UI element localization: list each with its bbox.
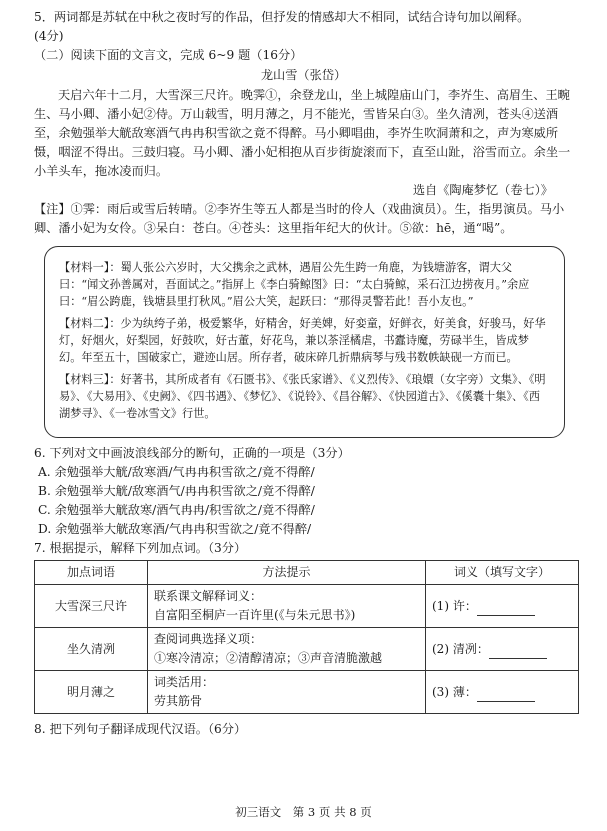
answer-cell[interactable]: (2) 清冽： (426, 628, 579, 671)
question-6-option-a[interactable]: A. 余勉强举大觥/敌寒酒/气冉冉积雪欲之/竟不得醉/ (38, 465, 315, 479)
answer-blank (477, 603, 535, 616)
word-cell: 明月薄之 (35, 671, 148, 714)
question-6-option-b[interactable]: B. 余勉强举大觥/敌寒酒气/冉冉积雪欲之/竟不得醉/ (38, 484, 315, 498)
hint-cell: 词类活用： 劳其筋骨 (148, 671, 426, 714)
table-header-meaning: 词义（填写文字） (426, 561, 579, 585)
table-header-hint: 方法提示 (148, 561, 426, 585)
table-row (35, 628, 579, 671)
passage-notes: 【注】①霁：雨后或雪后转晴。②李岕生等五人都是当时的伶人（戏曲演员）。生，指男演员。马小卿、潘小妃为女伶。③呆白：苍白。④苍头：这里指年纪大的伙计。⑤欲：hē，通“喝”。 (34, 202, 565, 235)
question-6-stem: 6. 下列对文中画波浪线部分的断句，正确的一项是（3分） (34, 446, 350, 460)
word-cell: 大雪深三尺许 (35, 585, 148, 628)
question-7-stem: 7. 根据提示，解释下列加点词。（3分） (34, 541, 247, 555)
word-cell: 坐久清冽 (35, 628, 148, 671)
material-2: 【材料二】：少为纨绔子弟，极爱繁华，好精舍，好美婢，好娈童，好鲜衣，好美食，好骏马，好华灯，好烟火，好梨园，好鼓吹，好古董，好花鸟，兼以茶淫橘虐，书蠹诗魔，劳碌半生，皆成梦幻。年至五十，国破家亡，避迹山居。所存者，破床碎几折鼎病琴与残书数帙缺砚一方而已。 (59, 317, 546, 364)
question-5: 5．两词都是苏轼在中秋之夜时写的作品，但抒发的情感却大不相同，试结合诗句加以阐释。 (34, 10, 530, 24)
passage-title: 龙山雪（张岱） (260, 68, 347, 82)
section-2-heading: （二）阅读下面的文言文，完成 6~9 题（16分） (34, 48, 303, 62)
passage-source: 选自《陶庵梦忆（卷七）》 (412, 183, 553, 197)
page-footer: 初三语文 第 3 页 共 8 页 (235, 805, 372, 819)
material-3: 【材料三】：好著书，其所成者有《石匮书》、《张氏家谱》、《义烈传》、《琅嬛（女字旁）文集》、《明易》、《大易用》、《史阙》、《四书遇》、《梦忆》、《说铃》、《昌谷解》、《快园道古》、《傒囊十集》、《西湖梦寻》、《一卷冰雪文》行世。 (59, 373, 546, 420)
passage-body: 天启六年十二月，大雪深三尺许。晚霁①，余登龙山，坐上城隍庙山门，李岕生、高眉生、王畹生、马小卿、潘小妃②侍。万山载雪，明月薄之，月不能光，雪皆呆白③。坐久清冽，苍头④送酒至，余勉强举大觥敌寒酒气冉冉积雪欲之竟不得醉。马小卿唱曲，李岕生吹洞萧和之，声为寒威所慑，咽涩不得出。三鼓归寝。马小卿、潘小妃相抱从百步街旋滚而下，直至山趾，浴雪而立。余坐一小羊头车，拖冰凌而归。 (34, 88, 571, 178)
table-header-word: 加点词语 (35, 561, 148, 585)
question-8: 8. 把下列句子翻译成现代汉语。（6分） (34, 722, 247, 736)
table-row (35, 585, 579, 628)
answer-blank (489, 646, 547, 659)
material-1: 【材料一】：蜀人张公六岁时，大父携余之武林，遇眉公先生跨一角鹿，为钱塘游客，谓大父曰：“闻文孙善属对，吾面试之。”指屏上《李白骑鲸图》曰：“太白骑鲸，采石江边捞夜月。”余应曰：“眉公跨鹿，钱塘县里打秋风。”眉公大笑，起跃曰：“那得灵警若此！吾小友也。” (59, 261, 530, 308)
materials-box (44, 246, 565, 438)
question-6-option-c[interactable]: C. 余勉强举大觥敌寒/酒气冉冉/积雪欲之/竟不得醉/ (38, 503, 315, 517)
answer-cell[interactable]: (3) 薄： (426, 671, 579, 714)
question-7-table (34, 560, 579, 714)
table-row (35, 671, 579, 714)
answer-blank (477, 689, 535, 702)
hint-cell: 查阅词典选择义项： ①寒冷清凉；②清醇清凉；③声音清脆激越 (148, 628, 426, 671)
answer-cell[interactable]: (1) 许： (426, 585, 579, 628)
question-5-score: (4分) (34, 29, 64, 43)
hint-cell: 联系课文解释词义： 自富阳至桐庐一百许里(《与朱元思书》) (148, 585, 426, 628)
question-6-option-d[interactable]: D. 余勉强举大觥敌寒酒/气冉冉积雪欲之/竟不得醉/ (38, 522, 312, 536)
